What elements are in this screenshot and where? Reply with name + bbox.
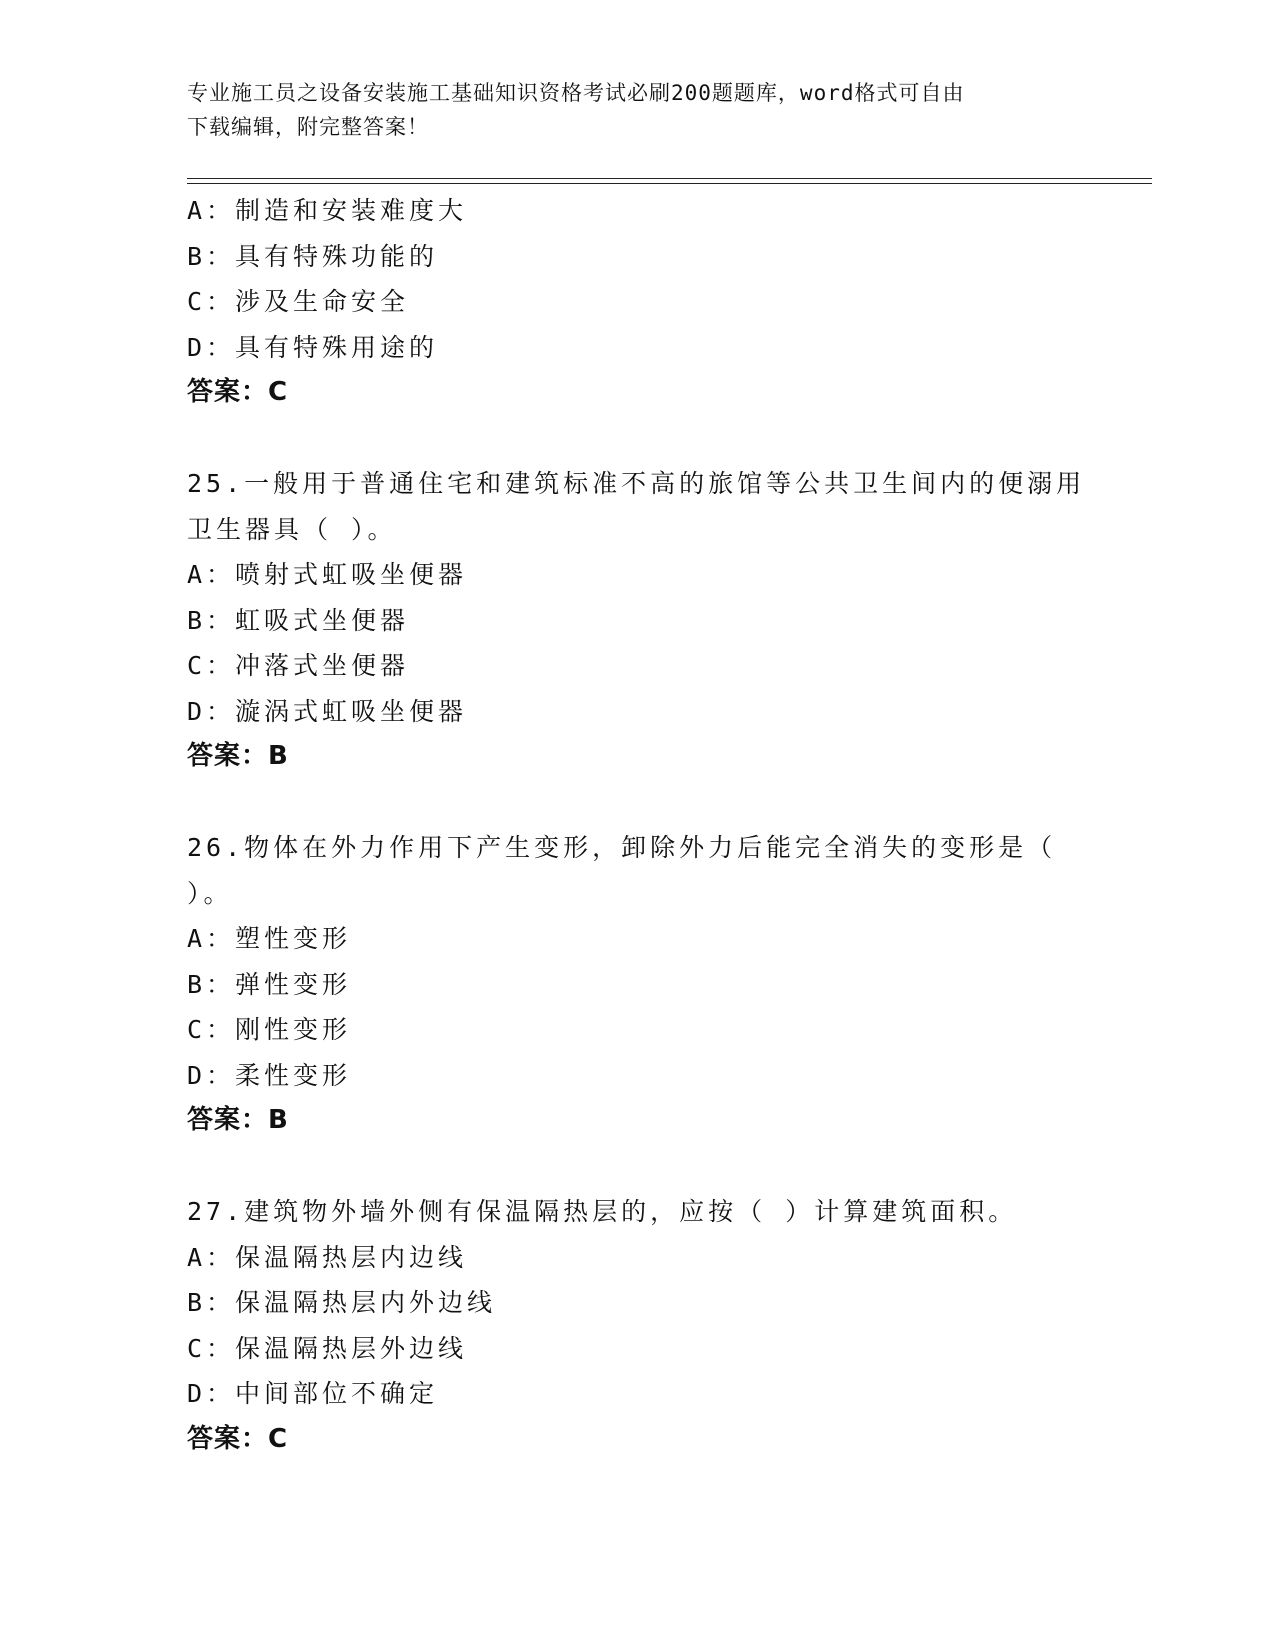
q24-option-d: D：具有特殊用途的 xyxy=(187,332,439,362)
header-divider-bottom xyxy=(187,183,1152,184)
q24-option-c: C：涉及生命安全 xyxy=(187,287,410,316)
question-26 xyxy=(187,825,1147,1144)
q27-option-d: D：中间部位不确定 xyxy=(187,1379,439,1408)
q27-option-c: C：保温隔热层外边线 xyxy=(187,1333,468,1363)
question-spacer xyxy=(187,416,1147,462)
question-spacer xyxy=(187,780,1147,826)
q27-answer: 答案：C xyxy=(187,1423,289,1454)
question-27 xyxy=(187,1189,1147,1462)
q25-option-b: B：虹吸式坐便器 xyxy=(187,605,410,635)
q24-answer: 答案：C xyxy=(187,377,289,407)
q25-option-c: C：冲落式坐便器 xyxy=(187,651,410,680)
question-24-remainder xyxy=(187,188,1147,416)
q25-stem-line-1: 25.一般用于普通住宅和建筑标准不高的旅馆等公共卫生间内的便溺用 xyxy=(187,469,1086,498)
question-list xyxy=(187,188,1147,1462)
q25-stem-line-2: 卫生器具（ ）。 xyxy=(187,514,397,544)
document-header xyxy=(187,76,1067,144)
question-spacer xyxy=(187,1144,1147,1190)
q24-option-a: A：制造和安装难度大 xyxy=(187,196,468,225)
q27-option-a: A：保温隔热层内边线 xyxy=(187,1242,468,1272)
header-divider-top xyxy=(187,178,1152,179)
q26-option-a: A：塑性变形 xyxy=(187,924,352,953)
q27-stem-line-1: 27.建筑物外墙外侧有保温隔热层的，应按（ ）计算建筑面积。 xyxy=(187,1197,1018,1226)
q26-option-b: B：弹性变形 xyxy=(187,969,352,999)
q24-option-b: B：具有特殊功能的 xyxy=(187,241,439,271)
q25-answer: 答案：B xyxy=(187,741,289,771)
q26-option-c: C：刚性变形 xyxy=(187,1015,352,1044)
header-title-line-1: 专业施工员之设备安装施工基础知识资格考试必刷200题题库，word格式可自由 xyxy=(187,81,965,105)
q26-stem-line-1: 26.物体在外力作用下产生变形，卸除外力后能完全消失的变形是（ xyxy=(187,833,1057,862)
q26-option-d: D：柔性变形 xyxy=(187,1060,352,1090)
q25-option-a: A：喷射式虹吸坐便器 xyxy=(187,560,468,589)
q26-answer: 答案：B xyxy=(187,1105,289,1135)
q26-stem-line-2: ）。 xyxy=(187,878,233,908)
q27-option-b: B：保温隔热层内外边线 xyxy=(187,1288,497,1317)
question-25 xyxy=(187,461,1147,780)
q25-option-d: D：漩涡式虹吸坐便器 xyxy=(187,696,468,726)
header-title-line-2: 下载编辑，附完整答案！ xyxy=(187,115,429,139)
